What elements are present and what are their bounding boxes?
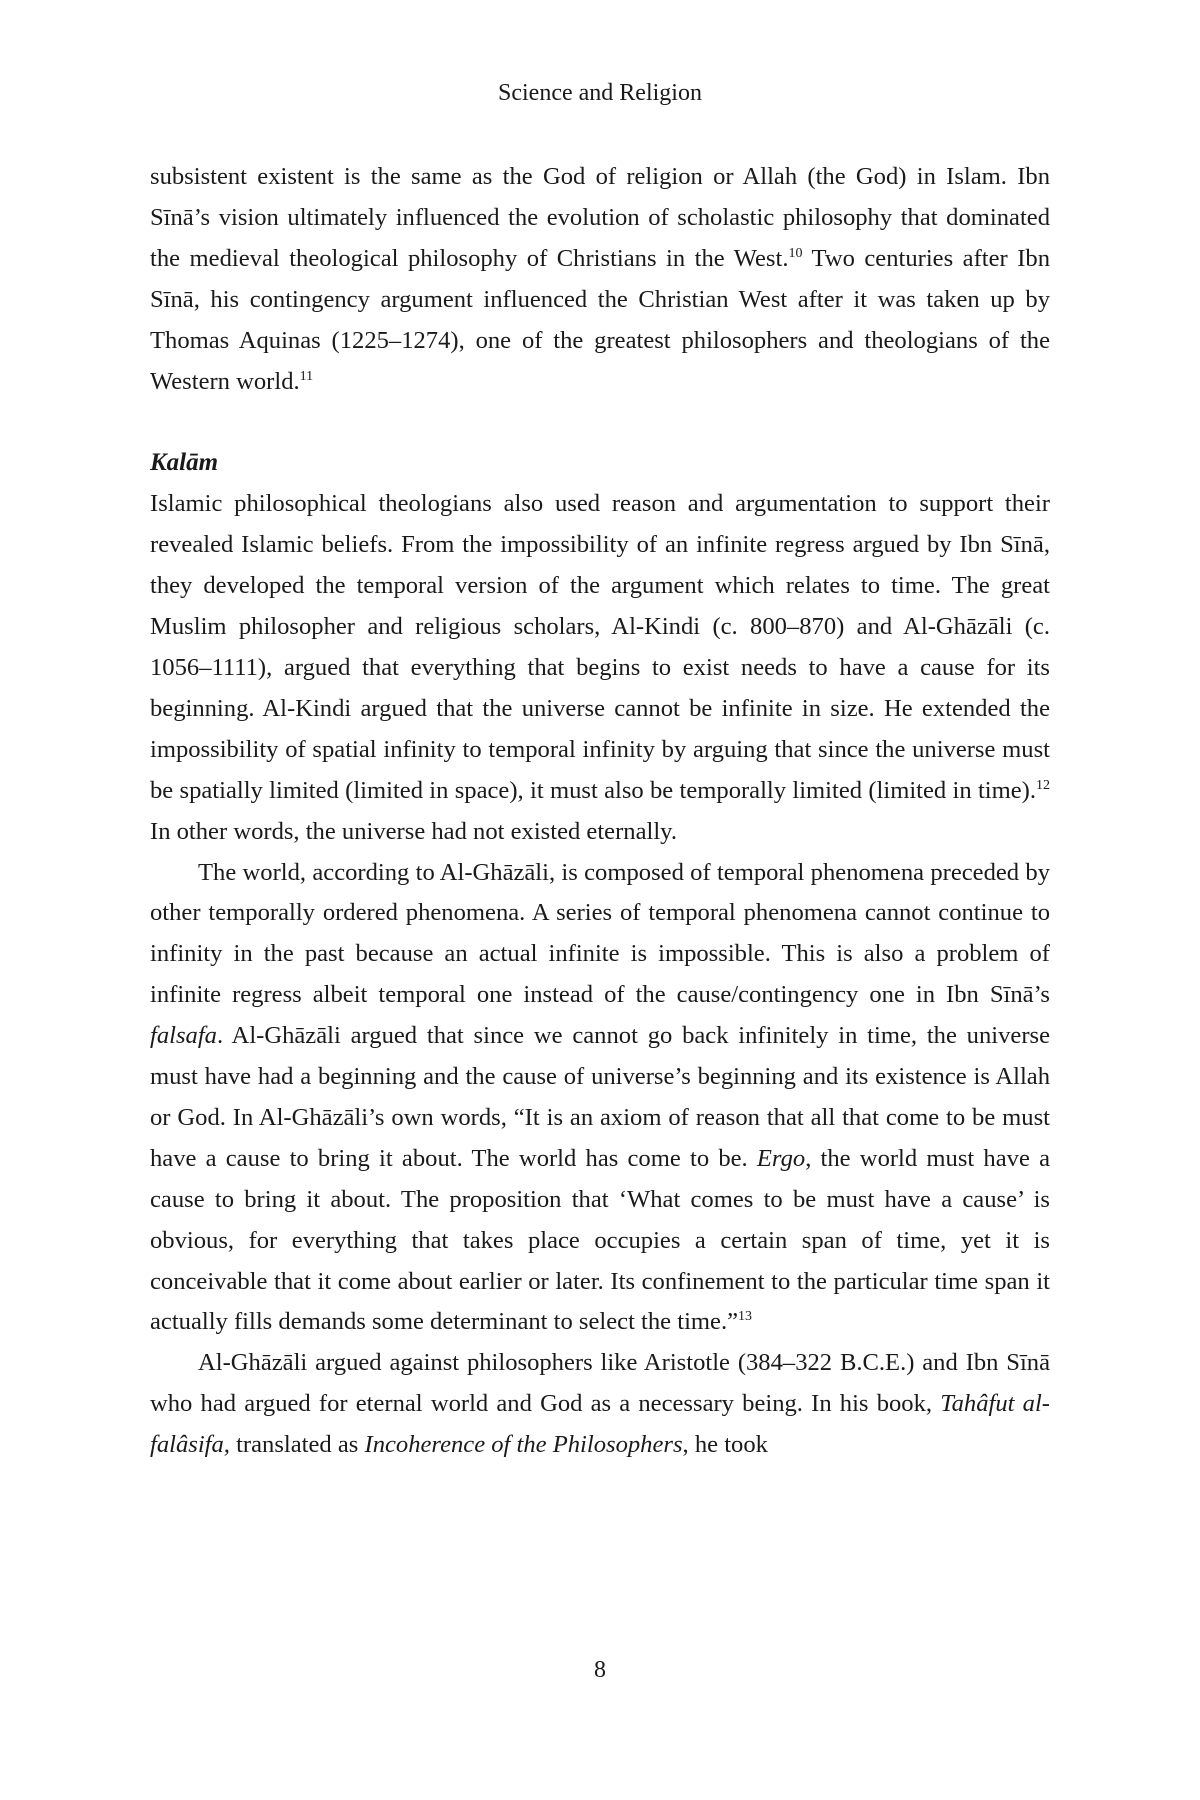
paragraph-3-text-c: , the world must have a cause to bring it about. The proposition that ‘What comes to be must have a cause’ is obvious, for everything that takes place occupies a certain span of time, yet it is conceivable that it come about earlier or later. Its confinement to the particular time span it actually fills demands some determinant to select the time.” bbox=[150, 1144, 1050, 1336]
paragraph-3-text-b: . Al-Ghāzāli argued that since we cannot go back infinitely in time, the universe must have had a beginning and the cause of universe’s beginning and its existence is Allah or God. In Al-Ghāzāli’s own words, “It is an axiom of reason that all that come to be must have a cause to bring it about. The world has come to be. bbox=[150, 1022, 1050, 1172]
paragraph-2-text-a: Islamic philosophical theologians also used reason and argumentation to support their revealed Islamic beliefs. From the impossibility of an infinite regress argued by Ibn Sīnā, they developed the temporal version of the argument which relates to time. The great Muslim philosopher and religious scholars, Al-Kindi (c. 800–870) and Al-Ghāzāli (c. 1056–1111), argued that everything that begins to exist needs to have a cause for its beginning. Al-Kindi argued that the universe cannot be infinite in size. He extended the impossibility of spatial infinity to temporal infinity by arguing that since the universe must be spatially limited (limited in space), it must also be temporally limited (limited in time). bbox=[150, 490, 1050, 804]
footnote-ref-11[interactable]: 11 bbox=[299, 368, 314, 384]
page-number: 8 bbox=[594, 1657, 606, 1683]
paragraph-4-italic-title: Tahâfut al-falâsifa, bbox=[150, 1390, 1050, 1459]
book-page bbox=[150, 0, 1050, 1800]
footnote-ref-12[interactable]: 12 bbox=[1036, 777, 1050, 793]
footnote-ref-10[interactable]: 10 bbox=[788, 245, 803, 261]
paragraph-4-italic-translation: Incoherence of the Philosophers bbox=[364, 1431, 683, 1459]
paragraph-4-text-c: , he took bbox=[682, 1431, 768, 1459]
paragraph-2 bbox=[150, 484, 1050, 852]
paragraph-3-italic-falsafa: falsafa bbox=[150, 1022, 217, 1050]
paragraph-3 bbox=[150, 853, 1050, 1344]
paragraph-1 bbox=[150, 157, 1050, 402]
section-heading-kalam: Kalām bbox=[150, 449, 219, 477]
paragraph-3-text-a: The world, according to Al-Ghāzāli, is composed of temporal phenomena preceded by other temporally ordered phenomena. A series of temporal phenomena cannot continue to infinity in the past because an actual infinite is impossible. This is also a problem of infinite regress albeit temporal one instead of the cause/contingency one in Ibn Sīnā’s bbox=[150, 858, 1050, 1009]
body-text bbox=[150, 157, 1050, 1466]
footnote-ref-13[interactable]: 13 bbox=[738, 1309, 753, 1325]
paragraph-2-text-b: In other words, the universe had not existed eternally. bbox=[150, 817, 678, 845]
paragraph-1-text-a: subsistent existent is the same as the God of religion or Allah (the God) in Islam. Ibn Sīnā’s vision ultimately influenced the evolution of scholastic philosophy that dominated the medieval theological philosophy of Christians in the West. bbox=[150, 163, 1050, 272]
running-head: Science and Religion bbox=[498, 80, 702, 106]
paragraph-3-italic-ergo: Ergo bbox=[756, 1144, 806, 1172]
paragraph-1-text-b: Two centuries after Ibn Sīnā, his contingency argument influenced the Christian West after it was taken up by Thomas Aquinas (1225–1274), one of the greatest philosophers and theologians of the Western world. bbox=[150, 244, 1050, 395]
paragraph-4-text-b: translated as bbox=[229, 1431, 365, 1459]
paragraph-4 bbox=[150, 1343, 1050, 1466]
paragraph-4-text-a: Al-Ghāzāli argued against philosophers like Aristotle (384–322 B.C.E.) and Ibn Sīnā who had argued for eternal world and God as a necessary being. In his book, bbox=[150, 1349, 1050, 1418]
